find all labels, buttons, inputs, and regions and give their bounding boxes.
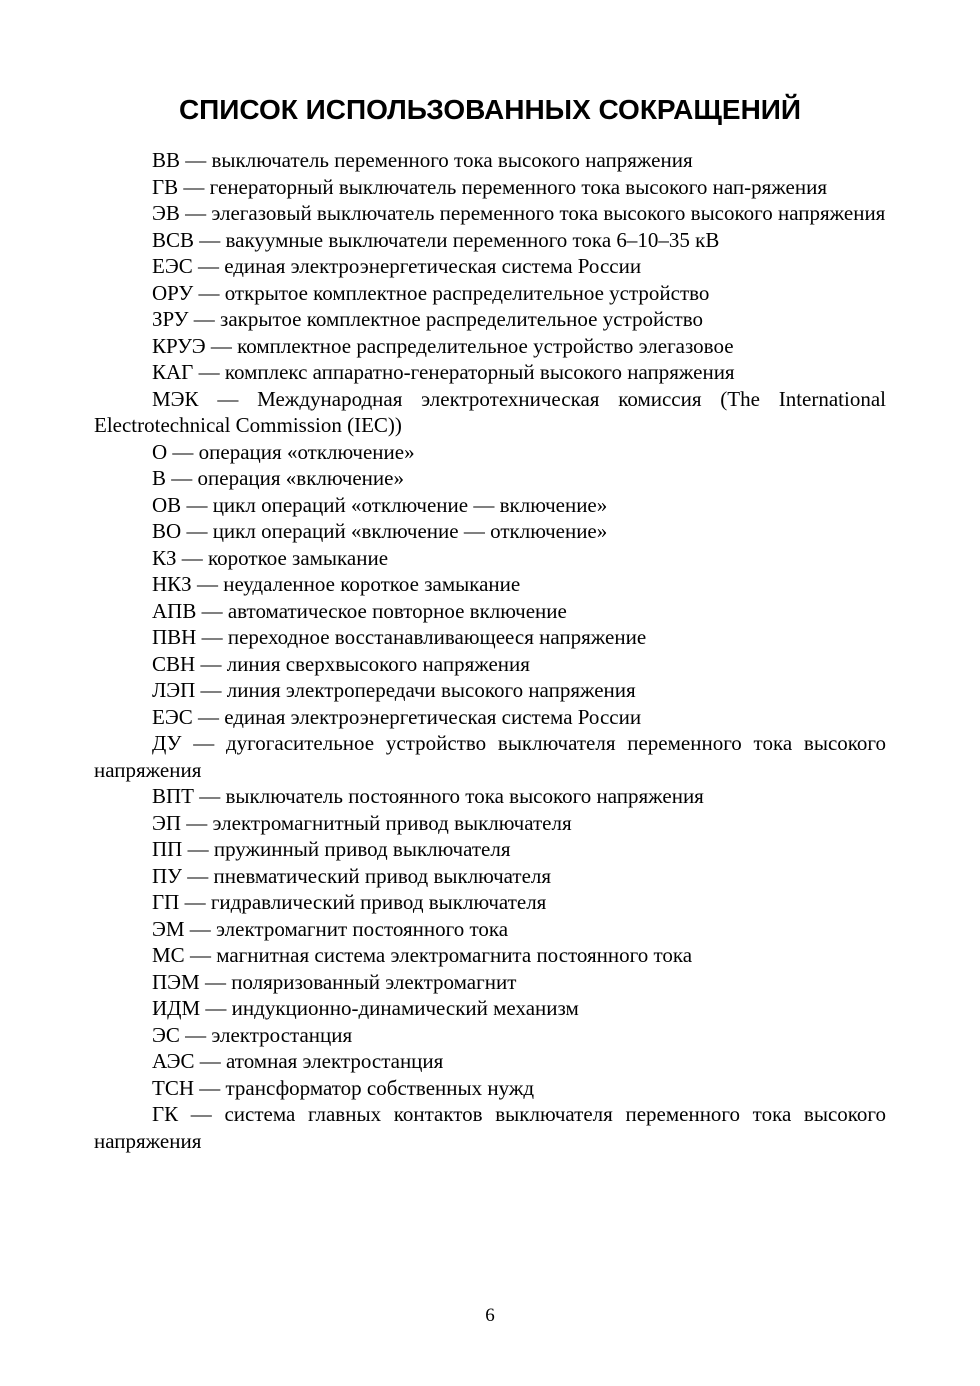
abbreviation: ВСВ: [152, 227, 195, 252]
abbreviation-entry: ОВ — цикл операций «отключение — включение»: [152, 492, 608, 517]
abbreviation-definition: цикл операций «включение — отключение»: [212, 519, 608, 543]
abbreviation-definition: цикл операций «отключение — включение»: [212, 492, 608, 517]
abbreviation-entry: КЗ — короткое замыкание: [152, 545, 389, 570]
abbreviation-definition: система главных контактов выключателя переменного тока высокого напряжения: [94, 1102, 887, 1153]
abbreviation: ВПТ: [152, 784, 194, 808]
abbreviation-definition: магнитная система электромагнита постоянного тока: [216, 943, 693, 967]
abbreviation-definition: комплектное распределительное устройство элегазовое: [237, 333, 734, 358]
abbreviation-definition: единая электроэнергетическая система России: [224, 254, 642, 278]
abbreviation-entry: ГП — гидравлический привод выключателя: [152, 890, 547, 914]
abbreviation-definition: дугогасительное устройство выключателя переменного тока высокого напряжения: [94, 731, 886, 782]
abbreviation: ЭС: [152, 1022, 180, 1047]
abbreviation-definition: линия электропередачи высокого напряжения: [226, 678, 636, 702]
abbreviation: ПВН: [152, 625, 197, 649]
abbreviation-definition: атомная электростанция: [226, 1049, 444, 1073]
page-title: СПИСОК ИСПОЛЬЗОВАННЫХ СОКРАЩЕНИЙ: [178, 94, 802, 125]
abbreviation: ЭП: [152, 810, 182, 835]
abbreviation-entry: ЭВ — элегазовый выключатель переменного тока высокого высокого напряжения: [152, 201, 886, 225]
abbreviation-entry: О — операция «отключение»: [152, 439, 415, 464]
abbreviation-definition: электромагнитный привод выключателя: [212, 810, 572, 835]
abbreviation-entry: ЛЭП — линия электропередачи высокого напряжения: [152, 678, 636, 702]
abbreviation: ИДМ: [152, 996, 201, 1020]
abbreviation: ЭВ: [152, 201, 180, 225]
abbreviation: ДУ: [152, 731, 182, 755]
abbreviation-definition: открытое комплектное распределительное устройство: [224, 280, 710, 305]
abbreviation: АЭС: [152, 1049, 195, 1073]
abbreviation-entry: ЭМ — электромагнит постоянного тока: [152, 916, 509, 941]
abbreviation-entry: ВСВ — вакуумные выключатели переменного тока 6–10–35 кВ: [152, 227, 720, 252]
abbreviation: О: [152, 439, 168, 464]
abbreviation-definition: короткое замыкание: [208, 545, 389, 570]
abbreviation-entry: СВН — линия сверхвысокого напряжения: [152, 651, 530, 676]
abbreviation-definition: операция «отключение»: [198, 439, 415, 464]
abbreviation: ПП: [152, 837, 183, 861]
abbreviation-entry: ПП — пружинный привод выключателя: [152, 837, 511, 861]
abbreviation: ТСН: [152, 1075, 194, 1100]
abbreviation-definition: генераторный выключатель переменного тока высокого нап-ряжения: [209, 174, 827, 199]
abbreviation-entry: ЭС — электростанция: [152, 1022, 353, 1047]
abbreviation-definition: вакуумные выключатели переменного тока 6–10–35 кВ: [225, 227, 720, 252]
abbreviation: ПУ: [152, 863, 183, 888]
abbreviation: ГВ: [152, 174, 179, 199]
abbreviation: КРУЭ: [152, 333, 206, 358]
abbreviation-entry: НКЗ — неудаленное короткое замыкание: [152, 572, 521, 596]
abbreviation-entry: ЭП — электромагнитный привод выключателя: [152, 810, 572, 835]
abbreviation-definition: операция «включение»: [197, 466, 404, 490]
abbreviation: ЕЭС: [152, 254, 193, 278]
abbreviation-definition: трансформатор собственных нужд: [225, 1075, 535, 1100]
abbreviation: ЗРУ: [152, 307, 189, 331]
abbreviation-entry: КРУЭ — комплектное распределительное устройство элегазовое: [152, 333, 734, 358]
abbreviation-definition: электростанция: [211, 1022, 353, 1047]
abbreviation: ЛЭП: [152, 678, 196, 702]
abbreviation-entry: ГВ — генераторный выключатель переменного тока высокого нап-ряжения: [152, 174, 827, 199]
abbreviation-entry: ОРУ — открытое комплектное распределительное устройство: [152, 280, 710, 305]
abbreviation-definition: неудаленное короткое замыкание: [223, 572, 521, 596]
abbreviation-definition: индукционно-динамический механизм: [231, 996, 579, 1020]
abbreviation-entry: ДУ — дугогасительное устройство выключателя переменного тока высокого напряжения: [94, 731, 886, 782]
abbreviation: МЭК: [152, 386, 199, 411]
abbreviation: АПВ: [152, 598, 197, 623]
page-number: 6: [485, 1305, 495, 1326]
abbreviation-definition: электромагнит постоянного тока: [216, 916, 509, 941]
abbreviation-entry: ИДМ — индукционно-динамический механизм: [152, 996, 579, 1020]
abbreviation-definition: выключатель переменного тока высокого напряжения: [211, 148, 693, 172]
abbreviation: ВО: [152, 519, 182, 543]
abbreviation: МС: [152, 943, 185, 967]
abbreviation-entry: ВВ — выключатель переменного тока высокого напряжения: [152, 148, 693, 172]
abbreviation: НКЗ: [152, 572, 192, 596]
abbreviation-definition: Международная электротехническая комиссия (The International Electrotechnical Commission (IEC)): [94, 386, 886, 437]
abbreviation-entry: ПЭМ — поляризованный электромагнит: [152, 969, 517, 994]
abbreviation: КЗ: [152, 545, 177, 570]
abbreviation: СВН: [152, 651, 196, 676]
abbreviation-definition: пружинный привод выключателя: [213, 837, 511, 861]
abbreviation-entry: АПВ — автоматическое повторное включение: [152, 598, 567, 623]
abbreviation-definition: поляризованный электромагнит: [231, 969, 517, 994]
abbreviation-entry: ВО — цикл операций «включение — отключение»: [152, 519, 608, 543]
abbreviation: ГК: [152, 1102, 179, 1126]
abbreviation: ОВ: [152, 492, 182, 517]
abbreviation-definition: линия сверхвысокого напряжения: [226, 651, 530, 676]
abbreviation: ПЭМ: [152, 969, 200, 994]
abbreviation: ЭМ: [152, 916, 185, 941]
abbreviation: ОРУ: [152, 280, 194, 305]
abbreviation: В: [152, 466, 167, 490]
abbreviation-definition: переходное восстанавливающееся напряжение: [227, 625, 647, 649]
abbreviation-definition: элегазовый выключатель переменного тока высокого высокого напряжения: [211, 201, 886, 225]
abbreviation-entry: ТСН — трансформатор собственных нужд: [152, 1075, 535, 1100]
abbreviation-definition: пневматический привод выключателя: [213, 863, 552, 888]
abbreviation-entry: ЕЭС — единая электроэнергетическая система России: [152, 254, 642, 278]
abbreviation-entry: АЭС — атомная электростанция: [152, 1049, 444, 1073]
abbreviation-entry: МС — магнитная система электромагнита постоянного тока: [152, 943, 693, 967]
abbreviation-entry: ВПТ — выключатель постоянного тока высокого напряжения: [152, 784, 704, 808]
abbreviation-definition: автоматическое повторное включение: [227, 598, 567, 623]
abbreviation: КАГ: [152, 360, 194, 384]
abbreviation-entry: ПУ — пневматический привод выключателя: [152, 863, 552, 888]
abbreviation-entry: МЭК — Международная электротехническая комиссия (The International Electrotechnical Commission (IEC)): [94, 386, 886, 437]
abbreviation-entry: ПВН — переходное восстанавливающееся напряжение: [152, 625, 647, 649]
abbreviation-entry: В — операция «включение»: [152, 466, 404, 490]
abbreviation-definition: комплекс аппаратно-генераторный высокого напряжения: [224, 360, 735, 384]
abbreviation-entry: КАГ — комплекс аппаратно-генераторный высокого напряжения: [152, 360, 735, 384]
abbreviation-definition: выключатель постоянного тока высокого напряжения: [225, 784, 704, 808]
abbreviation-definition: единая электроэнергетическая система России: [224, 704, 642, 729]
abbreviation-definition: гидравлический привод выключателя: [210, 890, 547, 914]
abbreviation-list: [94, 147, 886, 1154]
abbreviation-entry: ЕЭС — единая электроэнергетическая система России: [152, 704, 642, 729]
abbreviation: ЕЭС: [152, 704, 193, 729]
abbreviation: ГП: [152, 890, 180, 914]
abbreviation-definition: закрытое комплектное распределительное устройство: [220, 307, 703, 331]
abbreviation-entry: ГК — система главных контактов выключателя переменного тока высокого напряжения: [94, 1102, 887, 1153]
abbreviation-entry: ЗРУ — закрытое комплектное распределительное устройство: [152, 307, 703, 331]
abbreviation: ВВ: [152, 148, 181, 172]
